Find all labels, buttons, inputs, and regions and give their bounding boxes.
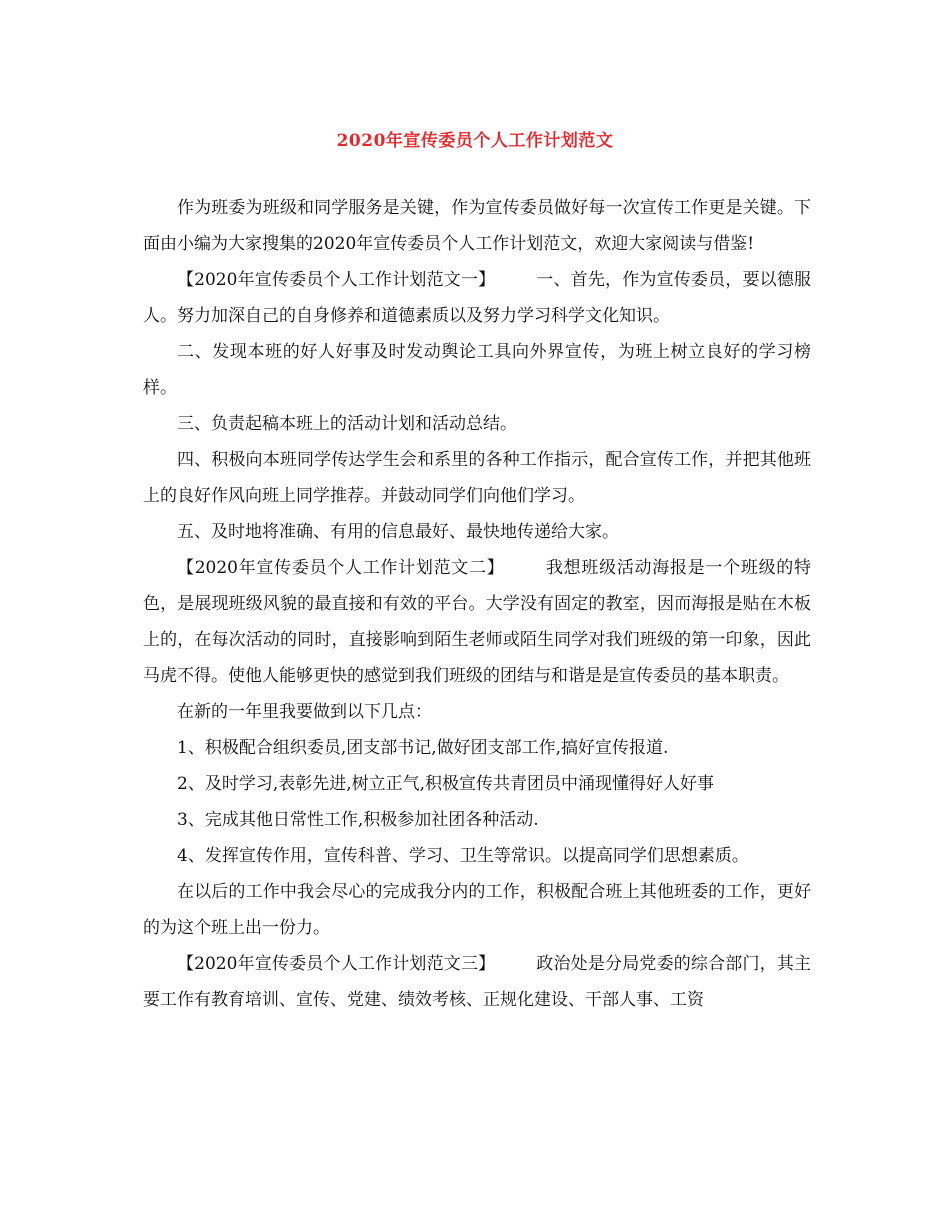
paragraph-text: 一、首先，作为宣传委员，要以德服人。努力加深自己的自身修养和道德素质以及努力学习科学文化知识。	[143, 270, 812, 326]
paragraph-list-item	[143, 730, 811, 766]
paragraph-text: 三、负责起稿本班上的活动计划和活动总结。	[177, 414, 517, 434]
section-heading: 【2020年宣传委员个人工作计划范文三】	[177, 954, 496, 974]
paragraph-item	[143, 874, 811, 946]
paragraph-text: 3、完成其他日常性工作,积极参加社团各种活动.	[177, 810, 539, 830]
paragraph-text: 1、积极配合组织委员,团支部书记,做好团支部工作,搞好宣传报道.	[177, 738, 669, 758]
paragraph-list-item	[143, 802, 811, 838]
paragraph-text: 政治处是分局党委的综合部门，其主要工作有教育培训、宣传、党建、绩效考核、正规化建设、干部人事、工资	[143, 954, 812, 1010]
paragraph-item	[143, 514, 811, 550]
document-title: 2020年宣传委员个人工作计划范文	[336, 131, 614, 151]
section-heading: 【2020年宣传委员个人工作计划范文一】	[177, 270, 496, 290]
paragraph-text: 二、发现本班的好人好事及时发动舆论工具向外界宣传，为班上树立良好的学习榜样。	[143, 342, 811, 398]
paragraph-section-one	[143, 262, 811, 334]
paragraph-text: 五、及时地将准确、有用的信息最好、最快地传递给大家。	[177, 522, 619, 542]
paragraph-item	[143, 334, 811, 406]
paragraph-text: 我想班级活动海报是一个班级的特色，是展现班级风貌的最直接和有效的平台。大学没有固定的教室，因而海报是贴在木板上的，在每次活动的同时，直接影响到陌生老师或陌生同学对我们班级的第一印象，因此马虎不得。使他人能够更快的感觉到我们班级的团结与和谐是是宣传委员的基本职责。	[143, 558, 812, 686]
document-body	[143, 190, 811, 1018]
paragraph-text: 在新的一年里我要做到以下几点：	[177, 702, 432, 722]
paragraph-item	[143, 694, 811, 730]
paragraph-intro	[143, 190, 811, 262]
paragraph-text: 2、及时学习,表彰先进,树立正气,积极宣传共青团员中涌现懂得好人好事	[177, 774, 715, 794]
paragraph-list-item	[143, 766, 811, 802]
paragraph-section-three	[143, 946, 811, 1018]
paragraph-text: 4、发挥宣传作用，宣传科普、学习、卫生等常识。以提高同学们思想素质。	[177, 846, 749, 866]
paragraph-section-two	[143, 550, 811, 694]
paragraph-item	[143, 406, 811, 442]
paragraph-text: 在以后的工作中我会尽心的完成我分内的工作，积极配合班上其他班委的工作，更好的为这个班上出一份力。	[143, 882, 811, 938]
paragraph-text: 四、积极向本班同学传达学生会和系里的各种工作指示，配合宣传工作，并把其他班上的良好作风向班上同学推荐。并鼓动同学们向他们学习。	[143, 450, 811, 506]
section-heading: 【2020年宣传委员个人工作计划范文二】	[177, 558, 505, 578]
paragraph-item	[143, 442, 811, 514]
paragraph-text: 作为班委为班级和同学服务是关键，作为宣传委员做好每一次宣传工作更是关键。下面由小编为大家搜集的2020年宣传委员个人工作计划范文，欢迎大家阅读与借鉴!	[143, 198, 811, 254]
paragraph-list-item	[143, 838, 811, 874]
